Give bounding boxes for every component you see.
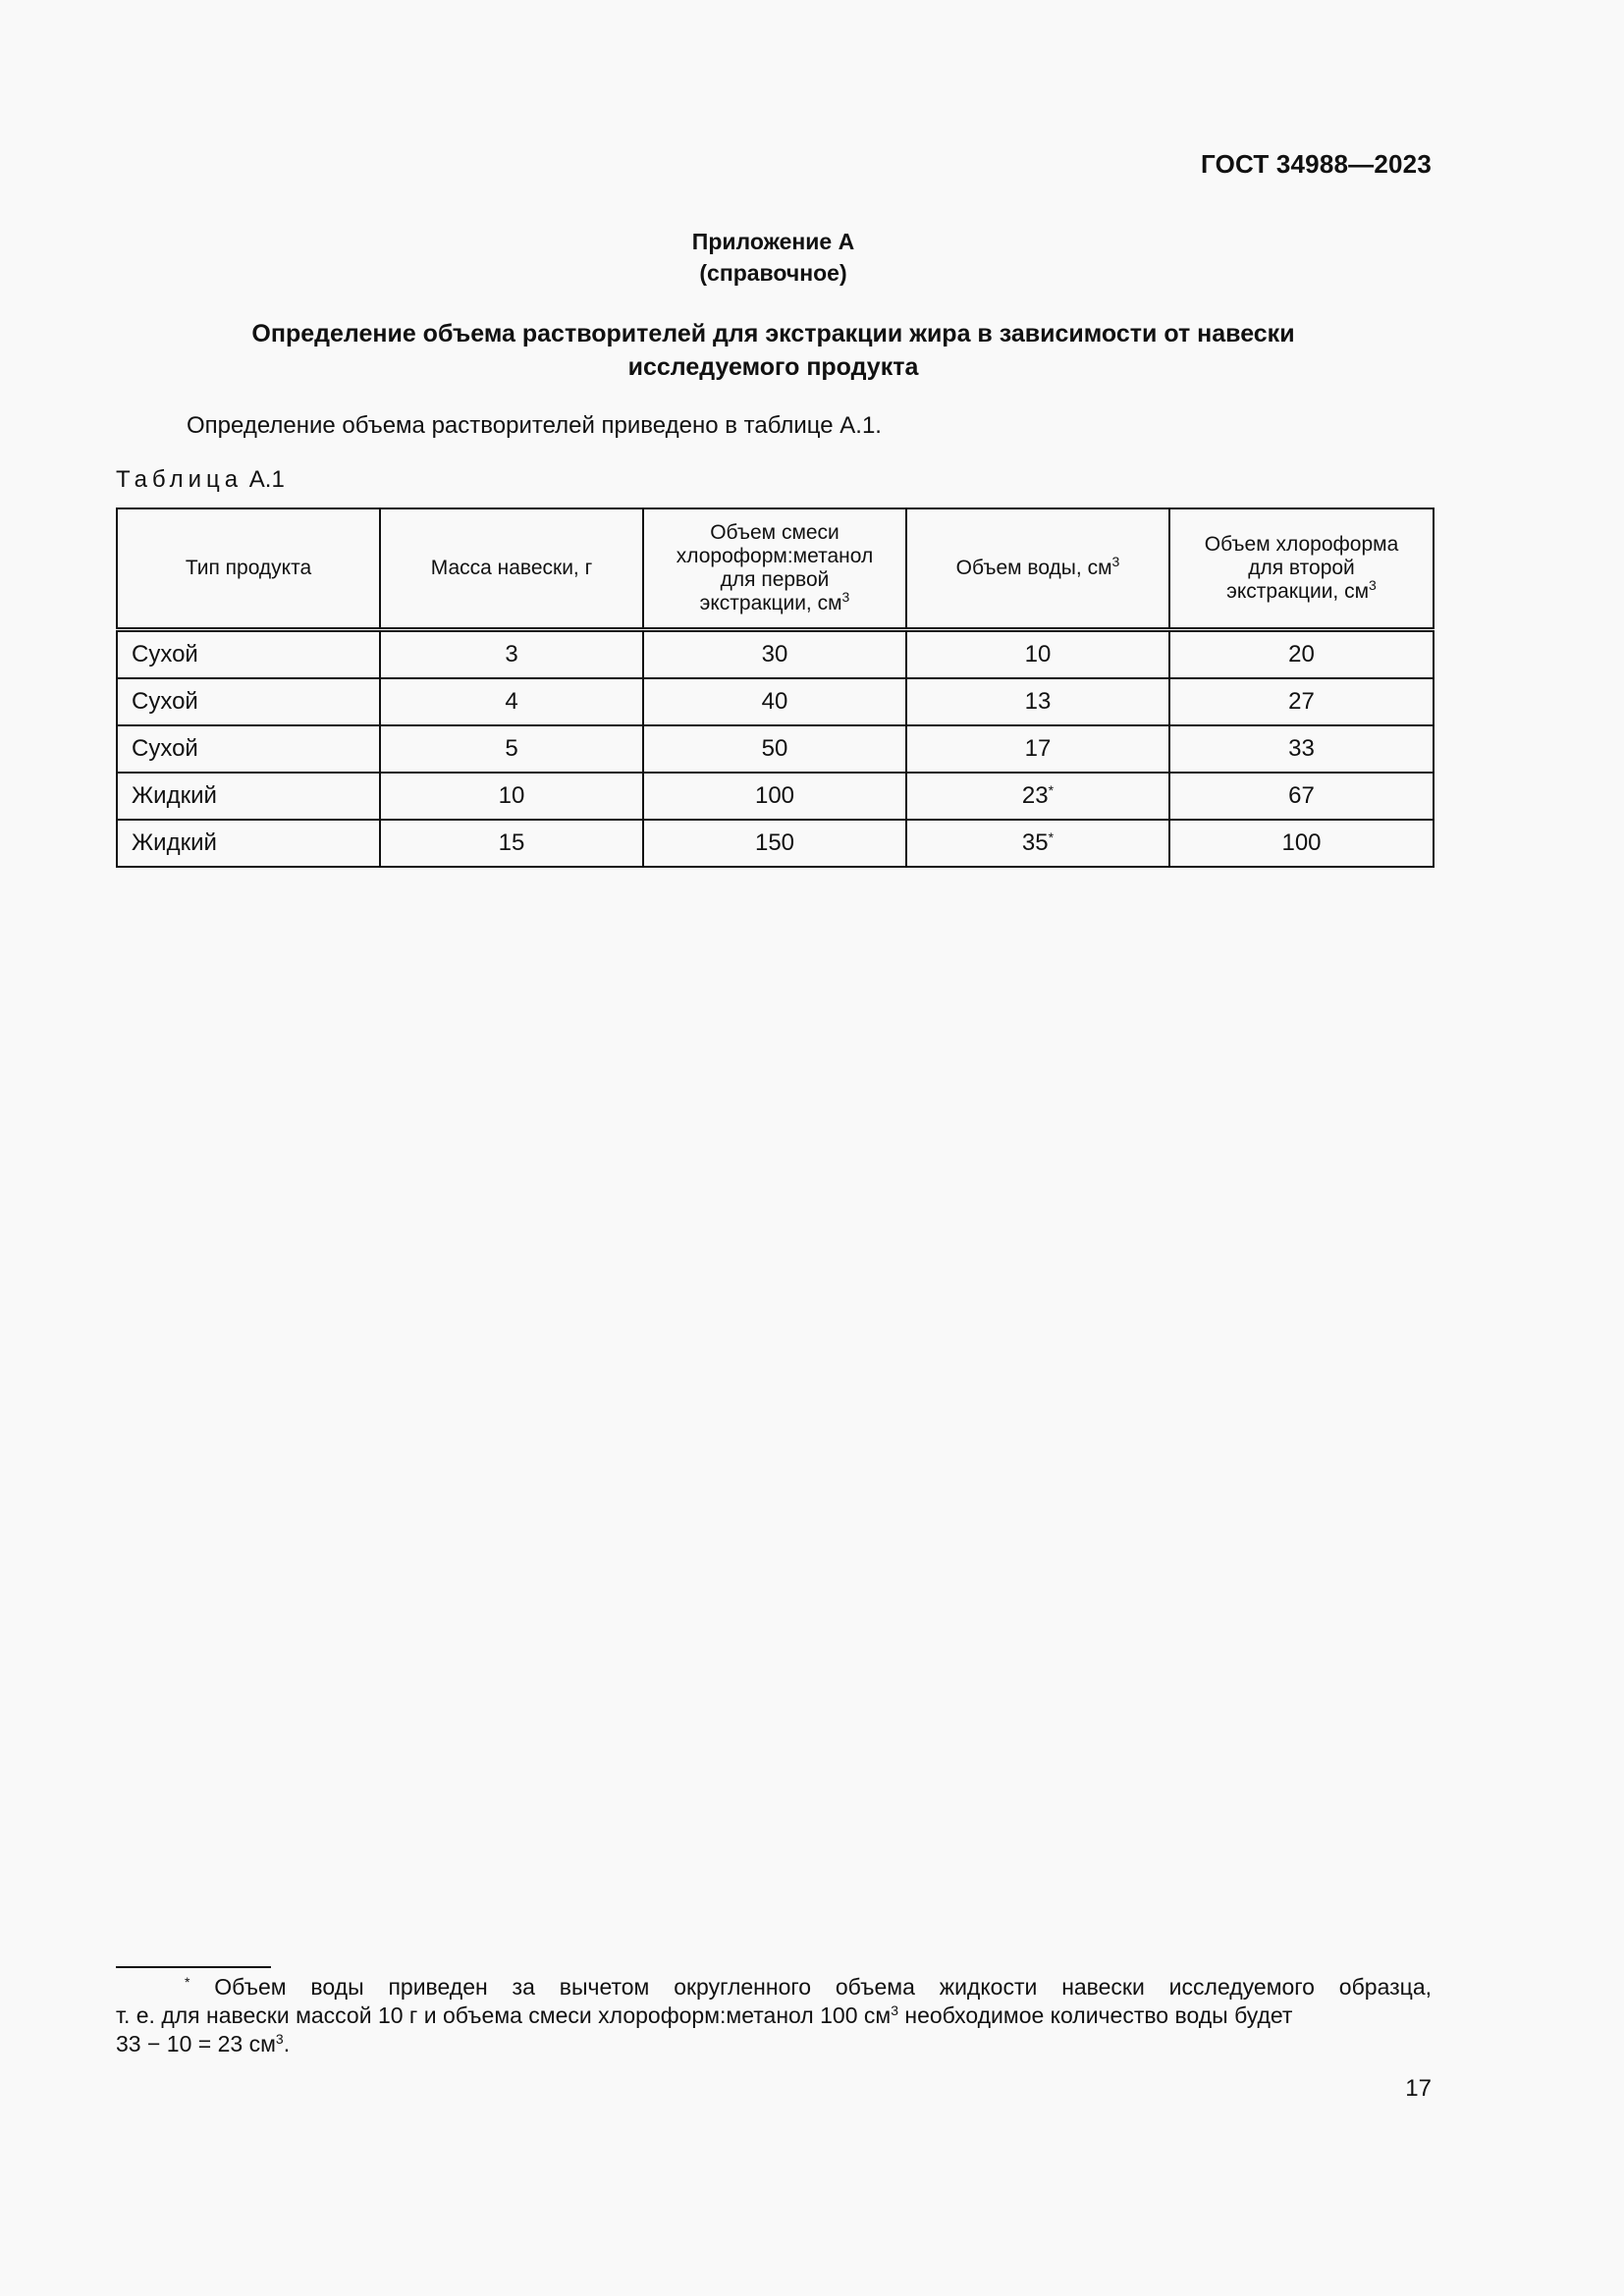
document-code: ГОСТ 34988—2023 (1201, 149, 1432, 179)
cell-water-volume: 10 (906, 630, 1169, 679)
header-sample-mass: Масса навески, г (380, 508, 643, 630)
footnote-line2: т. е. для навески массой 10 г и объема смеси хлороформ:метанол 100 $см^3$ необходимое количество воды будет (116, 2002, 1293, 2028)
section-title (118, 317, 1429, 384)
footnote-line3: 33 − 10 = 23 $см^3$. (116, 2031, 291, 2056)
appendix-title: Приложение А (691, 229, 855, 254)
cell-chloroform-volume: 33 (1169, 725, 1434, 773)
header-mixture-volume: Объем смеси хлороформ:метанол для первой экстракции, $см^3$ (643, 508, 906, 630)
cell-product-type: Жидкий (117, 773, 380, 820)
cell-product-type: Сухой (117, 630, 380, 679)
cell-sample-mass: 4 (380, 678, 643, 725)
appendix-kind: (справочное) (699, 260, 847, 286)
table-row (117, 820, 1434, 867)
section-title-line1: Определение объема растворителей для экстракции жира в зависимости от навески (251, 320, 1295, 347)
footnote-reference: * (1048, 829, 1055, 845)
header-product-type: Тип продукта (117, 508, 380, 630)
table-header-row (117, 508, 1434, 630)
cell-mixture-volume: 30 (643, 630, 906, 679)
footnote-line1: * Объем воды приведен за вычетом округленного объема жидкости навески исследуемого образца, (185, 1974, 1433, 2000)
cell-water-volume: 17 (906, 725, 1169, 773)
footnote-divider (116, 1966, 271, 1968)
appendix-heading (0, 226, 1546, 289)
table-caption (116, 466, 285, 494)
cell-mixture-volume: 150 (643, 820, 906, 867)
cell-mixture-volume: 50 (643, 725, 906, 773)
table-row (117, 725, 1434, 773)
cell-chloroform-volume: 100 (1169, 820, 1434, 867)
cell-water-volume: 35* (906, 820, 1169, 867)
cell-sample-mass: 3 (380, 630, 643, 679)
cell-chloroform-volume: 27 (1169, 678, 1434, 725)
table-caption-number: А.1 (248, 466, 285, 493)
header-water-volume: Объем воды, $см^3$ (906, 508, 1169, 630)
cell-chloroform-volume: 67 (1169, 773, 1434, 820)
table-row (117, 678, 1434, 725)
cell-water-volume: 23* (906, 773, 1169, 820)
table-row (117, 630, 1434, 679)
cell-water-volume: 13 (906, 678, 1169, 725)
cell-mixture-volume: 40 (643, 678, 906, 725)
intro-paragraph: Определение объема растворителей приведено в таблице А.1. (187, 412, 882, 439)
footnote-reference: * (1048, 782, 1055, 798)
footnote (116, 1973, 1432, 2058)
section-title-line2: исследуемого продукта (627, 353, 919, 381)
table-caption-word: Таблица (116, 466, 244, 493)
solvent-volume-table (116, 507, 1435, 868)
header-chloroform-volume: Объем хлороформа для второй экстракции, $см^3$ (1169, 508, 1434, 630)
cell-mixture-volume: 100 (643, 773, 906, 820)
cell-sample-mass: 5 (380, 725, 643, 773)
table-row (117, 773, 1434, 820)
page-number: 17 (1405, 2075, 1432, 2102)
cell-product-type: Жидкий (117, 820, 380, 867)
cell-product-type: Сухой (117, 725, 380, 773)
cell-product-type: Сухой (117, 678, 380, 725)
cell-chloroform-volume: 20 (1169, 630, 1434, 679)
cell-sample-mass: 10 (380, 773, 643, 820)
cell-sample-mass: 15 (380, 820, 643, 867)
